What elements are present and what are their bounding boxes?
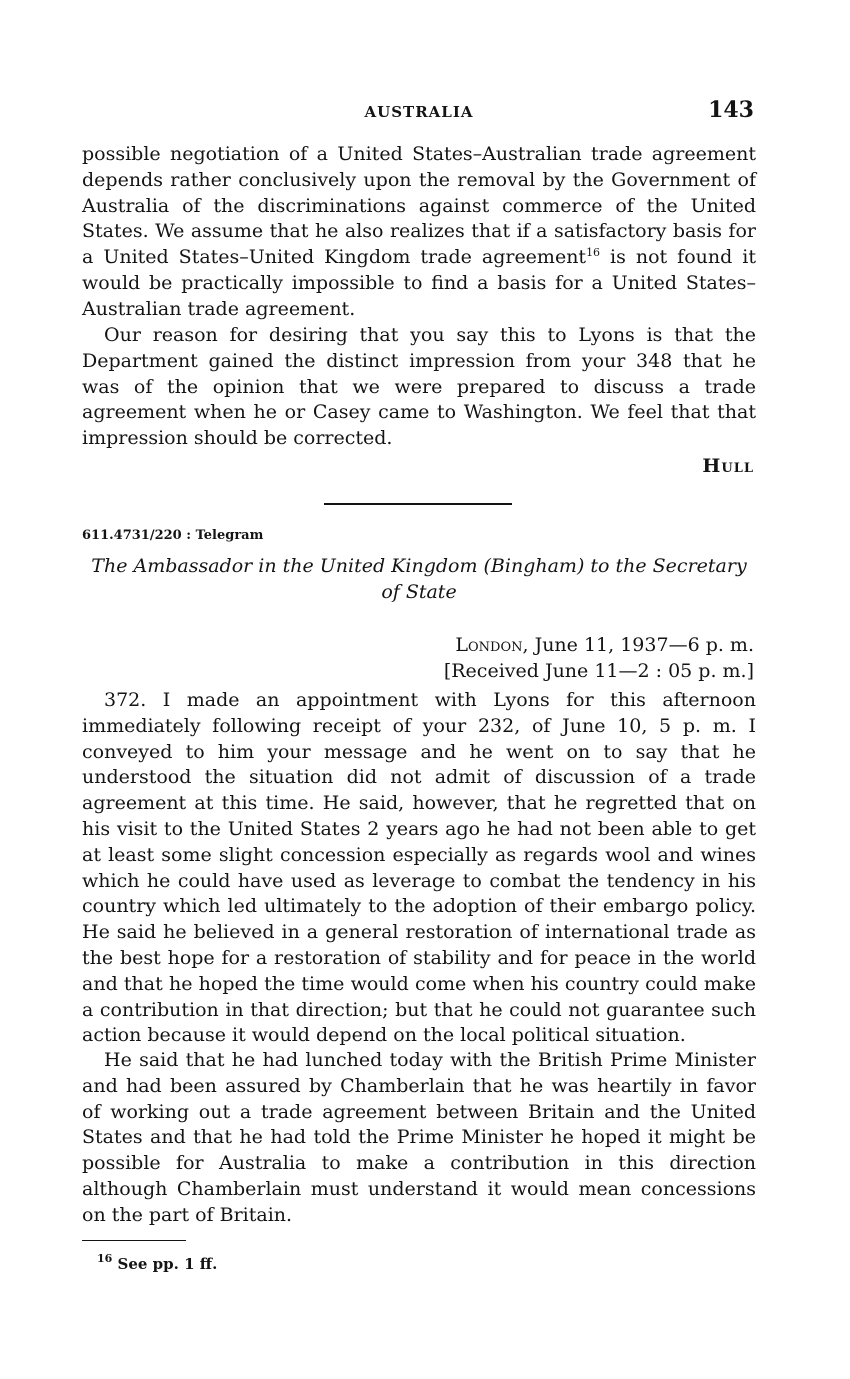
footnote-mark: 16 — [97, 1252, 113, 1265]
paragraph-reason: Our reason for desiring that you say this to Lyons is that the Department gained the distinct impression from your 348 that he was of the opinion that we were prepared to discuss a trade agreement when he or Casey came to Washington. We feel that that impression should be corrected. — [82, 324, 756, 450]
document-title-line-1: The Ambassador in the United Kingdom (Bingham) to the Secretary — [91, 555, 747, 577]
footnote — [97, 1252, 218, 1273]
signature: Hull — [702, 455, 754, 477]
running-title: AUSTRALIA — [364, 103, 474, 121]
running-head — [82, 97, 756, 127]
dateline — [455, 632, 754, 658]
paragraph-continued — [82, 142, 756, 323]
footnote-reference: 16 — [586, 246, 601, 260]
paragraph-prime-minister: He said that he had lunched today with the British Prime Minister and had been assured by Chamberlain that he was heartily in favor of working out a trade agreement between Britain and the United States and that he had told the Prime Minister he hoped it might be possible for Australia to make a contribution in this direction although Chamberlain must understand it would mean concessions on the part of Britain. — [82, 1049, 756, 1226]
paragraph-text-rest: is not found it would be practically impossible to find a basis for a United States–Australian trade agreement. — [82, 246, 756, 320]
footnote-divider — [82, 1240, 186, 1241]
page-number: 143 — [708, 97, 754, 123]
received-line: [Received June 11—2 : 05 p. m.] — [443, 660, 754, 682]
paragraph-telegram-body: 372. I made an appointment with Lyons for this afternoon immediately following receipt of your 232, of June 10, 5 p. m. I conveyed to him your message and he went on to say that he understood the situation did not admit of discussion of a trade agreement at this time. He said, however, that he regretted that on his visit to the United States 2 years ago he had not been able to get at least some slight concession especially as regards wool and wines which he could have used as leverage to combat the tendency in his country which led ultimately to the adoption of their embargo policy. He said he believed in a general restoration of international trade as the best hope for a restoration of stability and for peace in the world and that he hoped the time would come when his country could make a contribution in that direction; but that he could not guarantee such action because it would depend on the local political situation. — [82, 689, 756, 1047]
paragraph-text: possible negotiation of a United States–Australian trade agreement depends rather conclusively upon the removal by the Government of Australia of the discriminations against commerce of the United States. We assume that he also realizes that if a satisfactory basis for a United States–United Kingdom trade agreement — [82, 143, 756, 269]
document-title — [82, 553, 756, 605]
section-divider — [324, 503, 512, 505]
dateline-place: London — [455, 634, 523, 656]
footnote-text: See pp. 1 ff. — [112, 1255, 218, 1273]
dateline-date: , June 11, 1937—6 p. m. — [522, 634, 754, 656]
file-reference: 611.4731/220 : Telegram — [82, 528, 264, 543]
document-title-line-2: of State — [381, 581, 457, 603]
